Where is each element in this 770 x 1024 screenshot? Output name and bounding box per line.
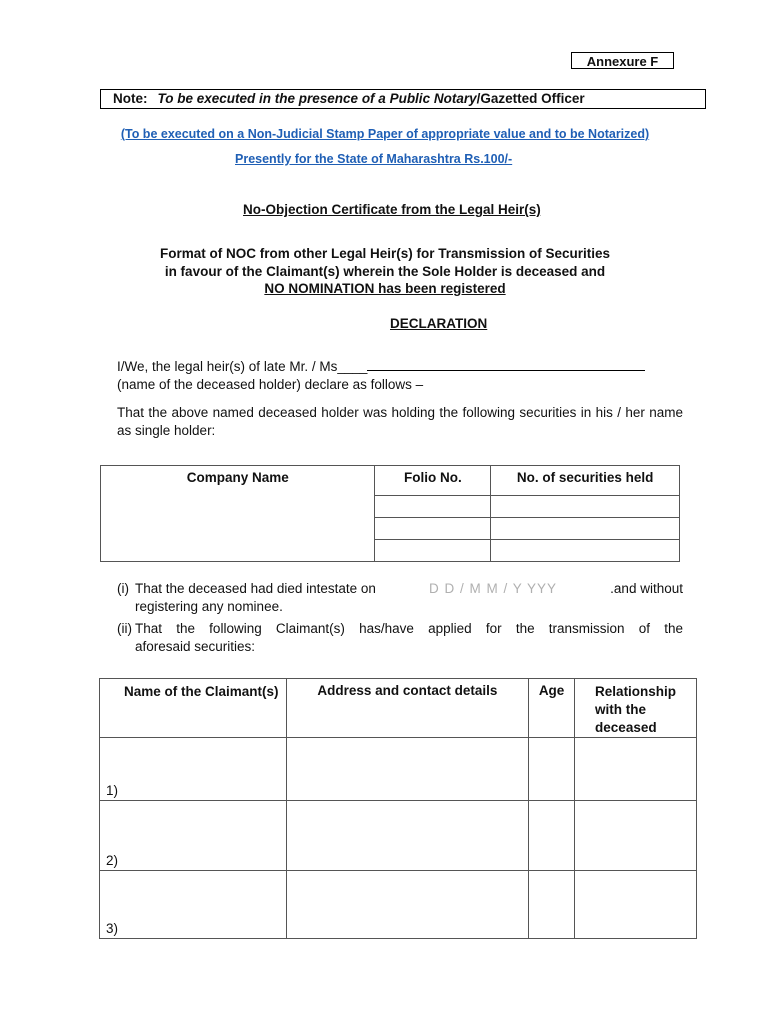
note-rest-text: /Gazetted Officer xyxy=(476,91,585,106)
note-italic-text: To be executed in the presence of a Public Notary xyxy=(157,91,477,106)
annexure-label: Annexure F xyxy=(571,52,674,69)
address-cell[interactable] xyxy=(286,871,528,939)
securities-table xyxy=(100,465,680,562)
claimant-name-cell[interactable] xyxy=(100,801,287,871)
address-header: Address and contact details xyxy=(286,679,528,738)
table-row xyxy=(100,801,697,871)
folio-cell[interactable] xyxy=(375,518,491,540)
subtitle-line-2: in favour of the Claimant(s) wherein the Sole Holder is deceased and xyxy=(164,263,606,279)
intro-line-1 xyxy=(117,358,645,376)
age-cell[interactable] xyxy=(529,738,575,801)
intro-text: I/We, the legal heir(s) of late Mr. / Ms____ xyxy=(117,359,368,374)
clause-ii-line-1: That the following Claimant(s) has/have applied for the transmission of the xyxy=(135,621,683,636)
company-name-header: Company Name xyxy=(101,466,375,562)
page-title: No-Objection Certificate from the Legal Heir(s) xyxy=(243,202,541,217)
clause-i-after-text: .and without xyxy=(610,581,683,596)
relationship-cell[interactable] xyxy=(575,738,697,801)
deceased-name-field[interactable] xyxy=(367,358,645,371)
folio-cell[interactable] xyxy=(375,540,491,562)
securities-held-header: No. of securities held xyxy=(491,466,680,496)
securities-cell[interactable] xyxy=(491,518,680,540)
age-cell[interactable] xyxy=(529,871,575,939)
subtitle-line-3: NO NOMINATION has been registered xyxy=(264,281,506,296)
clause-i-line-1 xyxy=(135,580,683,598)
clause-i-text: That the deceased had died intestate on xyxy=(135,581,376,596)
clause-i-label: (i) xyxy=(117,581,129,596)
clause-i-line-2: registering any nominee. xyxy=(135,599,283,614)
holding-text: That the above named deceased holder was holding the following securities in his / her name as single holder: xyxy=(117,405,683,438)
note-prefix: Note: xyxy=(113,91,148,106)
subtitle-line-1: Format of NOC from other Legal Heir(s) for Transmission of Securities xyxy=(159,246,611,261)
claimant-name-cell[interactable] xyxy=(100,871,287,939)
securities-cell[interactable] xyxy=(491,496,680,518)
folio-header: Folio No. xyxy=(375,466,491,496)
row-number: 3) xyxy=(106,921,119,936)
claimant-name-header: Name of the Claimant(s) xyxy=(100,679,287,738)
address-cell[interactable] xyxy=(286,801,528,871)
age-cell[interactable] xyxy=(529,801,575,871)
declaration-heading: DECLARATION xyxy=(390,316,488,331)
address-cell[interactable] xyxy=(286,738,528,801)
intro-line-2: (name of the deceased holder) declare as follows – xyxy=(117,377,424,392)
date-of-death-field[interactable]: D D / M M / Y YYY xyxy=(429,581,558,596)
clause-ii-line-2: aforesaid securities: xyxy=(135,639,256,654)
note-box xyxy=(100,89,706,109)
securities-cell[interactable] xyxy=(491,540,680,562)
relationship-cell[interactable] xyxy=(575,871,697,939)
folio-cell[interactable] xyxy=(375,496,491,518)
table-row xyxy=(100,871,697,939)
relationship-header: Relationship with the deceased xyxy=(575,679,697,738)
table-row xyxy=(100,738,697,801)
subtitle-block xyxy=(0,245,770,298)
clause-ii-label: (ii) xyxy=(117,621,132,636)
claimant-name-cell[interactable] xyxy=(100,738,287,801)
claimants-table xyxy=(99,678,697,939)
row-number: 2) xyxy=(106,853,119,868)
age-header: Age xyxy=(529,679,575,738)
row-number: 1) xyxy=(106,783,119,798)
stamp-paper-instruction: (To be executed on a Non-Judicial Stamp Paper of appropriate value and to be Notarized) xyxy=(120,127,650,141)
maharashtra-instruction: Presently for the State of Maharashtra Rs.100/- xyxy=(235,152,513,166)
relationship-cell[interactable] xyxy=(575,801,697,871)
